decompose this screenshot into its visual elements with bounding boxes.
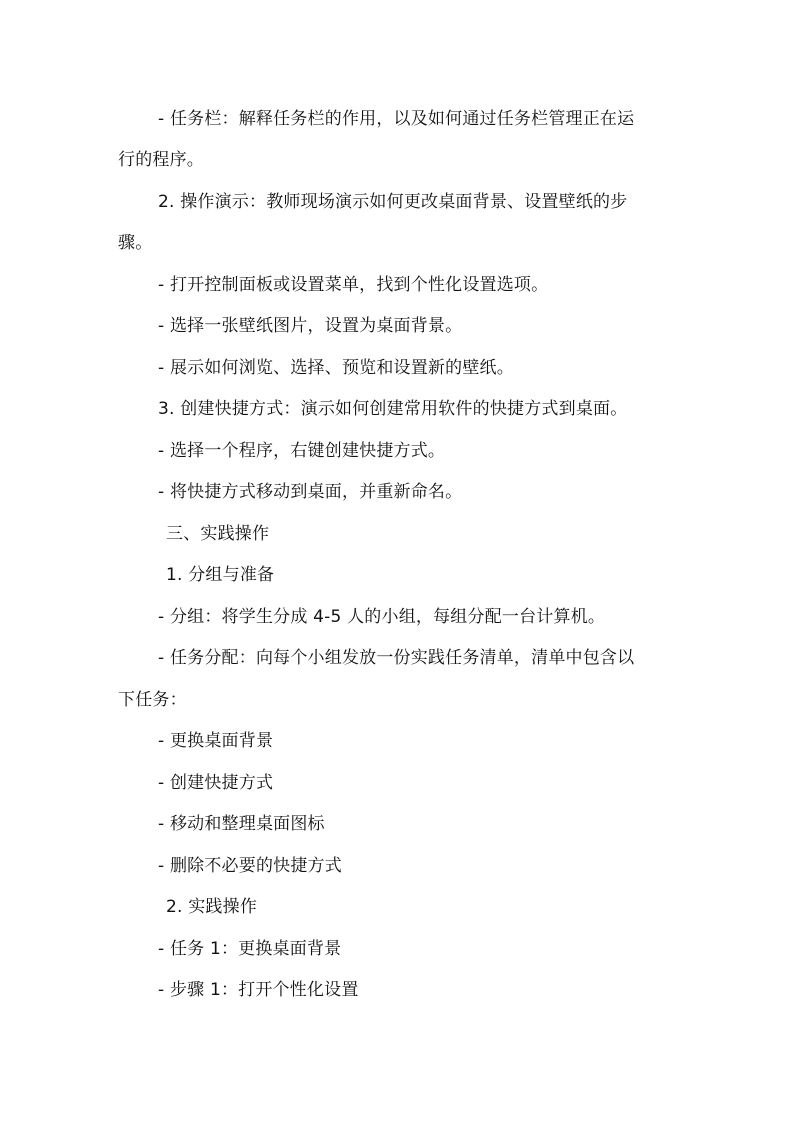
text-line: - 任务分配：向每个小组发放一份实践任务清单，清单中包含以 — [158, 648, 635, 668]
subsection-heading: 2. 实践操作 — [166, 897, 258, 917]
text-line: 下任务： — [118, 690, 187, 710]
text-line: - 打开控制面板或设置菜单，找到个性化设置选项。 — [158, 275, 549, 295]
text-line: - 选择一张壁纸图片，设置为桌面背景。 — [158, 316, 463, 336]
subsection-heading: 1. 分组与准备 — [166, 565, 275, 585]
text-line: 3. 创建快捷方式：演示如何创建常用软件的快捷方式到桌面。 — [158, 399, 628, 419]
text-line: 行的程序。 — [118, 150, 204, 170]
text-line: - 创建快捷方式 — [158, 773, 274, 793]
text-line: 2. 操作演示：教师现场演示如何更改桌面背景、设置壁纸的步 — [158, 192, 628, 212]
section-heading: 三、实践操作 — [166, 524, 270, 544]
text-line: - 任务栏：解释任务栏的作用，以及如何通过任务栏管理正在运 — [158, 109, 635, 129]
text-line: - 任务 1：更换桌面背景 — [158, 939, 342, 959]
text-line: - 移动和整理桌面图标 — [158, 814, 325, 834]
text-line: 骤。 — [118, 233, 153, 253]
text-line: - 将快捷方式移动到桌面，并重新命名。 — [158, 482, 463, 502]
text-line: - 步骤 1：打开个性化设置 — [158, 980, 359, 1000]
text-line: - 展示如何浏览、选择、预览和设置新的壁纸。 — [158, 358, 514, 378]
text-line: - 选择一个程序，右键创建快捷方式。 — [158, 441, 446, 461]
text-line: - 删除不必要的快捷方式 — [158, 856, 342, 876]
text-line: - 分组：将学生分成 4-5 人的小组，每组分配一台计算机。 — [158, 607, 606, 627]
text-line: - 更换桌面背景 — [158, 731, 274, 751]
